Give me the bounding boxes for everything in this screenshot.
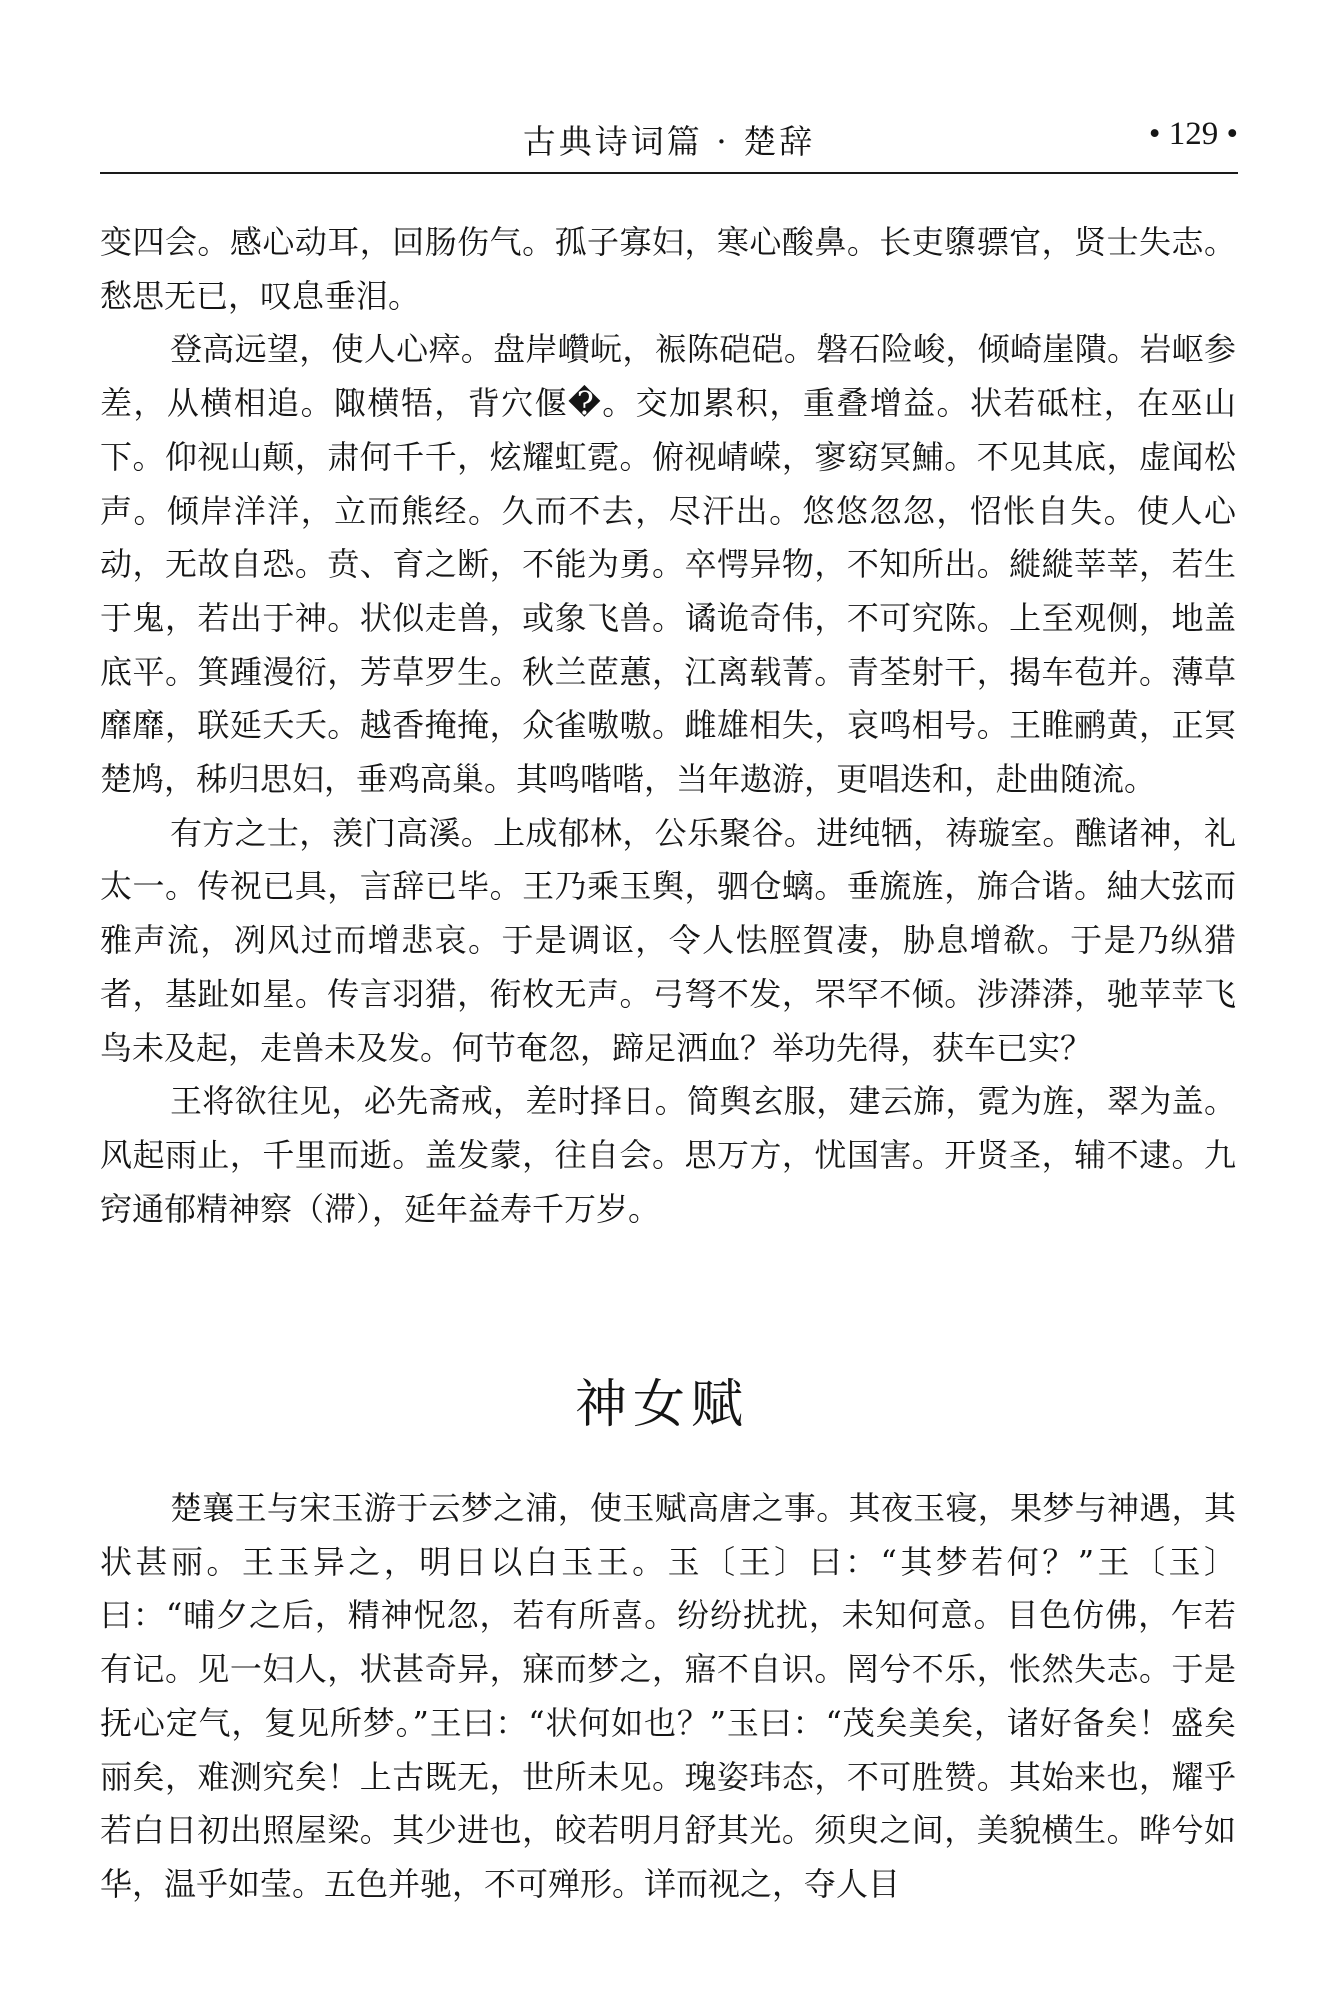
page-number: • 129 • (1148, 116, 1238, 152)
text-block-bottom (100, 1482, 1236, 1912)
section-title: 神女赋 (574, 1375, 749, 1435)
page-header (100, 108, 1238, 174)
paragraph-continuation: 变四会。感心动耳，回肠伤气。孤子寡妇，寒心酸鼻。长吏隳骠官，贤士失志。愁思无已，叹息垂泪。 (100, 223, 1236, 315)
paragraph: 王将欲往见，必先斋戒，差时择日。简舆玄服，建云旆，霓为旌，翠为盖。风起雨止，千里而逝。盖发蒙，往自会。思万方，忧国害。开贤圣，辅不逮。九窍通郁精神察（滞），延年益寿千万岁。 (100, 1082, 1236, 1228)
paragraph: 楚襄王与宋玉游于云梦之浦，使玉赋高唐之事。其夜玉寝，果梦与神遇，其状甚丽。王玉异之，明日以白玉王。玉〔王〕曰：“其梦若何？”王〔玉〕曰：“晡夕之后，精神怳忽，若有所喜。纷纷扰扰，未知何意。目色仿佛，乍若有记。见一妇人，状甚奇异，寐而梦之，寤不自识。罔兮不乐，怅然失志。于是抚心定气，复见所梦。”王曰：“状何如也？”玉曰：“茂矣美矣，诸好备矣！盛矣丽矣，难测究矣！上古既无，世所未见。瑰姿玮态，不可胜赞。其始来也，耀乎若白日初出照屋梁。其少进也，皎若明月舒其光。须臾之间，美貌横生。晔兮如华，温乎如莹。五色并驰，不可殚形。详而视之，夺人目 (100, 1489, 1236, 1903)
paragraph: 登高远望，使人心瘁。盘岸巑岏，裖陈硙硙。磐石险峻，倾崎崖隤。岩岖参差，从横相追。陬横牾，背穴偃�。交加累积，重叠增益。状若砥柱，在巫山下。仰视山颠，肃何千千，炫耀虹霓。俯视崝嵘，寥窈冥鯆。不见其底，虚闻松声。倾岸洋洋，立而熊经。久而不去，尽汗出。悠悠忽忽，怊怅自失。使人心动，无故自恐。贲、育之断，不能为勇。卒愕异物，不知所出。縰縰莘莘，若生于鬼，若出于神。状似走兽，或象飞兽。谲诡奇伟，不可究陈。上至观侧，地盖底平。箕踵漫衍，芳草罗生。秋兰茝蕙，江离载菁。青荃射干，揭车苞并。薄草靡靡，联延夭夭。越香掩掩，众雀嗷嗷。雌雄相失，哀鸣相号。王睢鹂黄，正冥楚鸠，秭归思妇，垂鸡高巢。其鸣喈喈，当年遨游，更唱迭和，赴曲随流。 (100, 330, 1236, 799)
text-block-top (100, 216, 1236, 1236)
paragraph: 有方之士，羡门高溪。上成郁林，公乐聚谷。进纯牺，祷璇室。醮诸神，礼太一。传祝已具，言辞已毕。王乃乘玉舆，驷仓螭。垂旒旌，旆合谐。紬大弦而雅声流，冽风过而增悲哀。于是调讴，令人怯脛賀凄，胁息增欷。于是乃纵猎者，基趾如星。传言羽猎，衔枚无声。弓弩不发，罘罕不倾。涉漭漭，驰苹苹飞鸟未及起，走兽未及发。何节奄忽，蹄足洒血？举功先得，获车已实？ (100, 813, 1236, 1067)
running-title: 古典诗词篇 · 楚辞 (522, 122, 816, 161)
